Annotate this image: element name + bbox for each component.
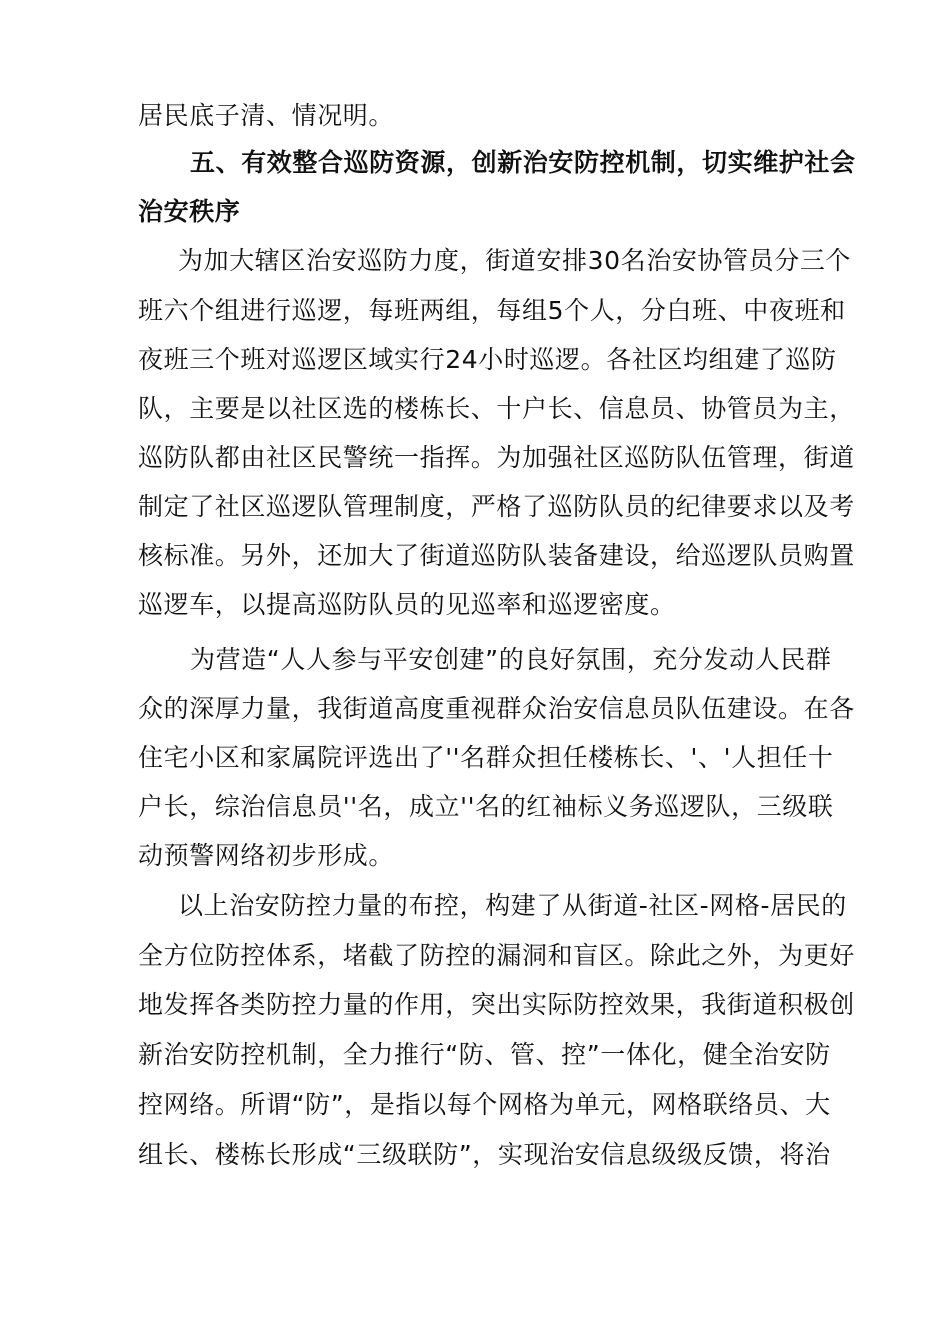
paragraph-line: 组长、楼栋长形成“三级联防”，实现治安信息级级反馈，将治 <box>138 1140 831 1169</box>
paragraph-line: 全方位防控体系，堵截了防控的漏洞和盲区。除此之外，为更好 <box>138 941 855 970</box>
paragraph-line: 以上治安防控力量的布控，构建了从街道-社区-网格-居民的 <box>178 891 847 920</box>
paragraph-line: 控网络。所谓“防”，是指以每个网格为单元，网格联络员、大 <box>138 1090 831 1119</box>
paragraph-line: 新治安防控机制，全力推行“防、管、控”一体化，健全治安防 <box>138 1040 831 1069</box>
paragraph-line: 巡防队都由社区民警统一指挥。为加强社区巡防队伍管理，街道 <box>138 443 855 472</box>
section-heading-continued: 治安秩序 <box>138 197 241 226</box>
paragraph-line: 制定了社区巡逻队管理制度，严格了巡防队员的纪律要求以及考 <box>138 492 855 521</box>
paragraph-line: 为加大辖区治安巡防力度，街道安排30名治安协管员分三个 <box>178 246 852 275</box>
paragraph-line: 动预警网络初步形成。 <box>138 841 395 870</box>
paragraph-line: 众的深厚力量，我街道高度重视群众治安信息员队伍建设。在各 <box>138 694 855 723</box>
paragraph-line: 核标准。另外，还加大了街道巡防队装备建设，给巡逻队员购置 <box>138 541 855 570</box>
text-line: 居民底子清、情况明。 <box>138 101 395 130</box>
paragraph-line: 班六个组进行巡逻，每班两组，每组5个人，分白班、中夜班和 <box>138 296 846 325</box>
paragraph-line: 住宅小区和家属院评选出了''名群众担任楼栋长、'、'人担任十 <box>138 743 834 772</box>
paragraph-line: 地发挥各类防控力量的作用，突出实际防控效果，我街道积极创 <box>138 990 855 1019</box>
paragraph-line: 为营造“人人参与平安创建”的良好氛围，充分发动人民群 <box>190 645 832 674</box>
paragraph-line: 夜班三个班对巡逻区域实行24小时巡逻。各社区均组建了巡防 <box>138 345 837 374</box>
paragraph-line: 巡逻车，以提高巡防队员的见巡率和巡逻密度。 <box>138 590 676 619</box>
paragraph-line: 户长，综治信息员''名，成立''名的红袖标义务巡逻队，三级联 <box>138 792 834 821</box>
section-heading: 五、有效整合巡防资源，创新治安防控机制，切实维护社会 <box>190 148 856 177</box>
paragraph-line: 队，主要是以社区选的楼栋长、十户长、信息员、协管员为主， <box>138 394 855 423</box>
